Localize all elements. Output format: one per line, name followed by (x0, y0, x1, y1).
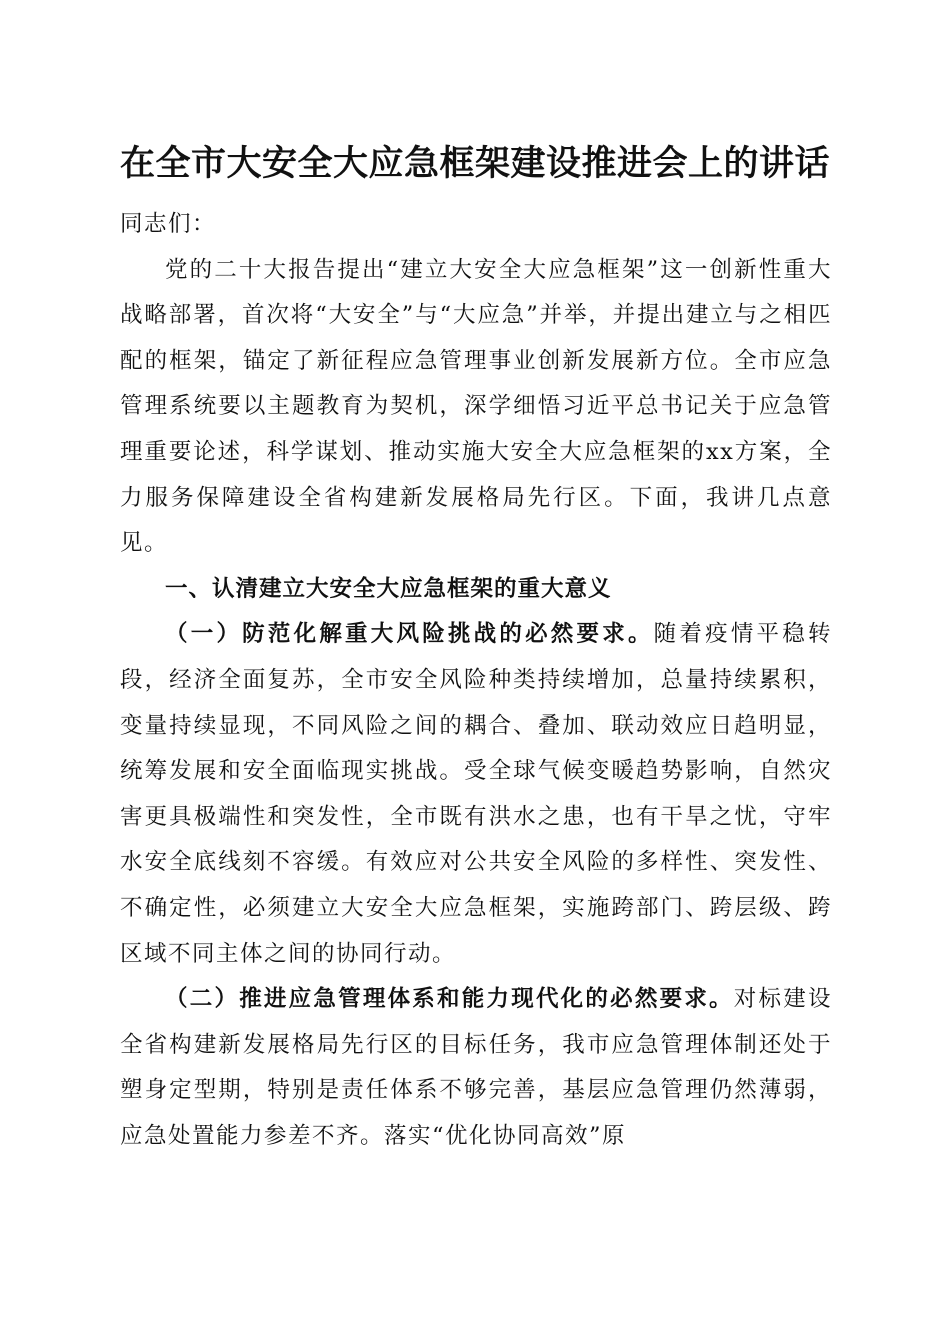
document-title: 在全市大安全大应急框架建设推进会上的讲话 (119, 143, 830, 184)
item-text: 随着疫情平稳转段，经济全面复苏，全市安全风险种类持续增加，总量持续累积，变量持续显现，不同风险之间的耦合、叠加、联动效应日趋明显，统筹发展和安全面临现实挑战。受全球气候变暖趋势影响，自然灾害更具极端性和突发性，全市既有洪水之患，也有干旱之忧，守牢水安全底线刻不容缓。有效应对公共安全风险的多样性、突发性、不确定性，必须建立大安全大应急框架，实施跨部门、跨层级、跨区域不同主体之间的协同行动。 (120, 621, 832, 967)
section-heading: 一、认清建立大安全大应急框架的重大意义 (165, 575, 612, 602)
document-body (120, 202, 832, 1159)
item-lead: （二）推进应急管理体系和能力现代化的必然要求。 (165, 986, 734, 1013)
item-lead: （一）防范化解重大风险挑战的必然要求。 (165, 621, 654, 648)
section-item-1 (120, 612, 832, 977)
section-item-2 (120, 977, 832, 1159)
intro-paragraph: 党的二十大报告提出“建立大安全大应急框架”这一创新性重大战略部署，首次将“大安全”与“大应急”并举，并提出建立与之相匹配的框架，锚定了新征程应急管理事业创新发展新方位。全市应急管理系统要以主题教育为契机，深学细悟习近平总书记关于应急管理重要论述，科学谋划、推动实施大安全大应急框架的xx方案，全力服务保障建设全省构建新发展格局先行区。下面，我讲几点意见。 (120, 256, 832, 557)
salutation: 同志们： (120, 211, 217, 237)
item-text: 对标建设全省构建新发展格局先行区的目标任务，我市应急管理体制还处于塑身定型期，特别是责任体系不够完善，基层应急管理仍然薄弱，应急处置能力参差不齐。落实“优化协同高效”原 (120, 986, 832, 1149)
